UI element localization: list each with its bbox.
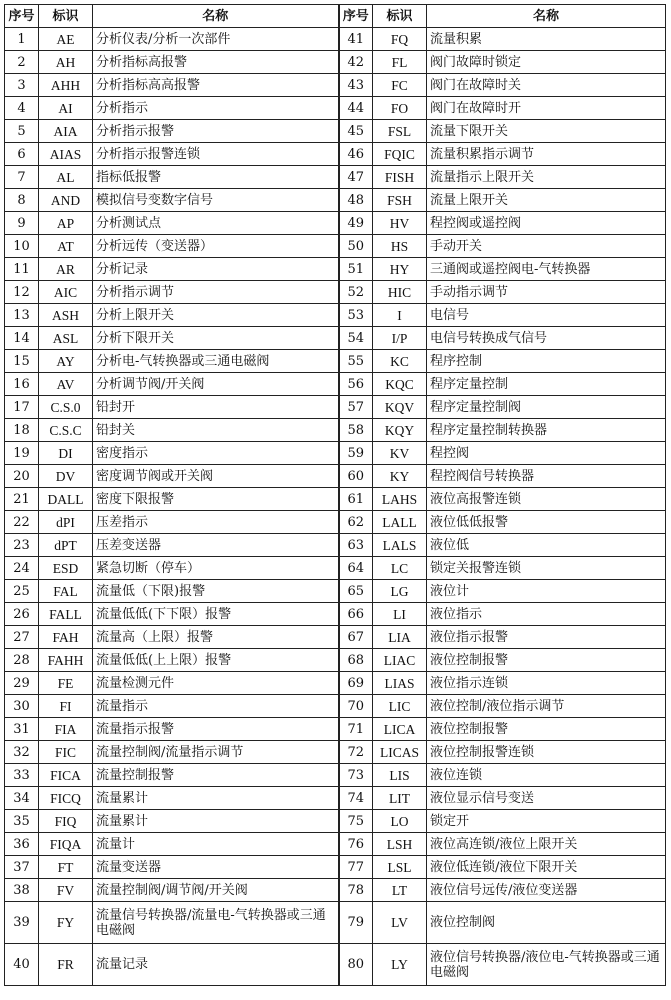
row-code-right: FSH [373,189,427,212]
row-name-right: 流量上限开关 [427,189,666,212]
table-row [5,534,666,557]
row-name-left: 流量变送器 [93,856,339,879]
row-name-left: 指标低报警 [93,166,339,189]
table-row [5,396,666,419]
table-row [5,350,666,373]
row-index-right: 61 [339,488,373,511]
row-code-right: KY [373,465,427,488]
row-index-left: 28 [5,649,39,672]
row-code-right: I [373,304,427,327]
row-name-right: 程控阀信号转换器 [427,465,666,488]
row-code-left: AP [39,212,93,235]
row-index-left: 3 [5,74,39,97]
row-code-left: DV [39,465,93,488]
row-index-left: 25 [5,580,39,603]
row-index-left: 23 [5,534,39,557]
table-row [5,741,666,764]
row-index-left: 26 [5,603,39,626]
table-row [5,488,666,511]
row-code-left: AR [39,258,93,281]
row-name-left: 分析指示报警 [93,120,339,143]
row-code-right: KC [373,350,427,373]
row-index-left: 35 [5,810,39,833]
row-code-left: AH [39,51,93,74]
row-name-left: 流量控制阀/调节阀/开关阀 [93,879,339,902]
table-row [5,28,666,51]
row-index-right: 57 [339,396,373,419]
row-name-left: 紧急切断（停车） [93,557,339,580]
row-code-right: LT [373,879,427,902]
row-name-right: 手动开关 [427,235,666,258]
row-name-right: 流量积累指示调节 [427,143,666,166]
row-code-right: KQC [373,373,427,396]
table-row [5,718,666,741]
row-code-right: LY [373,944,427,986]
row-code-left: AIAS [39,143,93,166]
row-code-right: LIAS [373,672,427,695]
row-code-left: dPT [39,534,93,557]
row-code-right: LIAC [373,649,427,672]
row-index-left: 32 [5,741,39,764]
row-code-left: FR [39,944,93,986]
row-code-right: FO [373,97,427,120]
row-name-left: 分析上限开关 [93,304,339,327]
row-code-left: AHH [39,74,93,97]
row-code-left: FICQ [39,787,93,810]
row-name-right: 液位控制报警连锁 [427,741,666,764]
row-index-right: 50 [339,235,373,258]
row-code-right: FQ [373,28,427,51]
row-name-right: 流量指示上限开关 [427,166,666,189]
row-index-left: 21 [5,488,39,511]
table-row [5,833,666,856]
row-name-right: 液位指示报警 [427,626,666,649]
row-code-left: AI [39,97,93,120]
row-index-left: 12 [5,281,39,304]
row-name-right: 流量下限开关 [427,120,666,143]
row-code-left: ASH [39,304,93,327]
table-row [5,120,666,143]
table-row [5,373,666,396]
row-name-left: 流量累计 [93,787,339,810]
row-code-right: I/P [373,327,427,350]
table-row [5,212,666,235]
row-index-left: 9 [5,212,39,235]
row-code-left: FIC [39,741,93,764]
row-index-left: 7 [5,166,39,189]
row-index-right: 71 [339,718,373,741]
table-row [5,649,666,672]
row-index-left: 29 [5,672,39,695]
row-name-left: 分析记录 [93,258,339,281]
row-index-right: 62 [339,511,373,534]
table-row [5,189,666,212]
row-index-right: 63 [339,534,373,557]
row-name-left: 流量信号转换器/流量电-气转换器或三通电磁阀 [93,902,339,944]
header-index-right: 序号 [339,5,373,28]
row-code-left: AV [39,373,93,396]
row-name-right: 三通阀或遥控阀电-气转换器 [427,258,666,281]
header-code-left: 标识 [39,5,93,28]
row-code-right: LSH [373,833,427,856]
row-name-left: 压差指示 [93,511,339,534]
row-name-left: 分析电-气转换器或三通电磁阀 [93,350,339,373]
instrument-symbol-table [4,4,666,986]
row-index-left: 37 [5,856,39,879]
row-code-left: FIQ [39,810,93,833]
row-code-left: AY [39,350,93,373]
table-body [5,28,666,986]
table-row [5,465,666,488]
row-code-left: FAL [39,580,93,603]
row-index-right: 77 [339,856,373,879]
row-index-left: 13 [5,304,39,327]
row-name-left: 分析指示调节 [93,281,339,304]
row-index-right: 54 [339,327,373,350]
row-name-left: 分析下限开关 [93,327,339,350]
table-row [5,764,666,787]
row-name-right: 手动指示调节 [427,281,666,304]
row-index-right: 74 [339,787,373,810]
row-code-right: LO [373,810,427,833]
table-row [5,74,666,97]
table-row [5,166,666,189]
row-name-right: 液位控制报警 [427,718,666,741]
row-index-right: 70 [339,695,373,718]
row-index-right: 48 [339,189,373,212]
row-name-left: 分析指示报警连锁 [93,143,339,166]
row-index-right: 79 [339,902,373,944]
row-index-left: 38 [5,879,39,902]
row-code-left: FV [39,879,93,902]
table-row [5,419,666,442]
row-code-left: DI [39,442,93,465]
row-name-right: 液位计 [427,580,666,603]
row-index-right: 64 [339,557,373,580]
row-index-right: 73 [339,764,373,787]
row-name-left: 流量检测元件 [93,672,339,695]
row-index-right: 41 [339,28,373,51]
row-name-right: 液位信号转换器/液位电-气转换器或三通电磁阀 [427,944,666,986]
row-code-left: C.S.C [39,419,93,442]
row-code-right: LALL [373,511,427,534]
row-code-left: FY [39,902,93,944]
row-index-right: 68 [339,649,373,672]
row-index-left: 6 [5,143,39,166]
table-row [5,672,666,695]
row-code-left: FALL [39,603,93,626]
row-code-left: FE [39,672,93,695]
row-code-right: LV [373,902,427,944]
row-name-left: 分析指标高高报警 [93,74,339,97]
row-code-right: LICA [373,718,427,741]
table-row [5,695,666,718]
row-name-left: 分析指示 [93,97,339,120]
row-index-right: 59 [339,442,373,465]
row-code-left: AL [39,166,93,189]
row-name-right: 液位指示连锁 [427,672,666,695]
row-index-right: 52 [339,281,373,304]
table-row [5,787,666,810]
header-name-right: 名称 [427,5,666,28]
row-index-right: 43 [339,74,373,97]
row-index-left: 15 [5,350,39,373]
row-index-left: 31 [5,718,39,741]
row-index-left: 11 [5,258,39,281]
table-row [5,580,666,603]
row-code-right: LC [373,557,427,580]
row-index-right: 72 [339,741,373,764]
row-code-right: HV [373,212,427,235]
row-code-left: FAHH [39,649,93,672]
row-name-right: 液位高报警连锁 [427,488,666,511]
row-code-right: HIC [373,281,427,304]
row-code-right: LALS [373,534,427,557]
table-row [5,258,666,281]
row-code-left: FAH [39,626,93,649]
row-index-left: 30 [5,695,39,718]
row-index-right: 69 [339,672,373,695]
row-name-left: 流量低（下限)报警 [93,580,339,603]
row-name-left: 流量高（上限）报警 [93,626,339,649]
row-name-right: 液位指示 [427,603,666,626]
row-code-left: dPI [39,511,93,534]
row-name-right: 程控阀 [427,442,666,465]
row-name-left: 密度指示 [93,442,339,465]
row-index-left: 17 [5,396,39,419]
row-index-left: 27 [5,626,39,649]
row-index-right: 76 [339,833,373,856]
row-code-right: FL [373,51,427,74]
row-name-left: 分析调节阀/开关阀 [93,373,339,396]
row-name-right: 阀门在故障时关 [427,74,666,97]
row-code-right: LIC [373,695,427,718]
row-code-left: AIA [39,120,93,143]
row-name-left: 铅封关 [93,419,339,442]
row-index-right: 67 [339,626,373,649]
row-code-left: ASL [39,327,93,350]
row-index-right: 78 [339,879,373,902]
row-name-left: 密度下限报警 [93,488,339,511]
header-index-left: 序号 [5,5,39,28]
row-code-left: FT [39,856,93,879]
table-row [5,944,666,986]
row-index-right: 42 [339,51,373,74]
row-index-left: 39 [5,902,39,944]
table-row [5,97,666,120]
row-code-left: ESD [39,557,93,580]
row-index-right: 55 [339,350,373,373]
row-code-right: KQV [373,396,427,419]
row-index-left: 24 [5,557,39,580]
row-name-left: 铅封开 [93,396,339,419]
row-name-left: 压差变送器 [93,534,339,557]
row-code-left: C.S.0 [39,396,93,419]
row-name-right: 液位低低报警 [427,511,666,534]
row-index-left: 19 [5,442,39,465]
row-name-right: 程序控制 [427,350,666,373]
row-name-right: 程控阀或遥控阀 [427,212,666,235]
row-code-left: FIA [39,718,93,741]
table-row [5,281,666,304]
row-code-right: LIT [373,787,427,810]
row-name-right: 液位连锁 [427,764,666,787]
row-code-left: AIC [39,281,93,304]
row-code-right: KQY [373,419,427,442]
row-index-right: 65 [339,580,373,603]
row-code-right: LAHS [373,488,427,511]
row-name-right: 流量积累 [427,28,666,51]
table-row [5,442,666,465]
row-name-left: 流量控制阀/流量指示调节 [93,741,339,764]
row-name-left: 流量控制报警 [93,764,339,787]
row-name-left: 分析远传（变送器） [93,235,339,258]
row-name-left: 模拟信号变数字信号 [93,189,339,212]
row-code-left: AND [39,189,93,212]
row-code-left: FI [39,695,93,718]
row-index-left: 14 [5,327,39,350]
row-name-right: 液位信号远传/液位变送器 [427,879,666,902]
row-code-right: LIS [373,764,427,787]
row-index-right: 66 [339,603,373,626]
row-code-left: AE [39,28,93,51]
row-index-right: 51 [339,258,373,281]
row-name-right: 液位显示信号变送 [427,787,666,810]
row-index-right: 53 [339,304,373,327]
row-code-right: KV [373,442,427,465]
row-name-left: 流量计 [93,833,339,856]
row-name-left: 流量指示报警 [93,718,339,741]
row-code-right: LICAS [373,741,427,764]
row-code-right: LIA [373,626,427,649]
row-index-left: 16 [5,373,39,396]
row-index-right: 56 [339,373,373,396]
row-code-left: FICA [39,764,93,787]
row-name-right: 电信号转换成气信号 [427,327,666,350]
table-row [5,856,666,879]
row-name-right: 锁定关报警连锁 [427,557,666,580]
table-row [5,902,666,944]
row-name-right: 锁定开 [427,810,666,833]
row-index-right: 49 [339,212,373,235]
row-name-left: 分析测试点 [93,212,339,235]
table-row [5,603,666,626]
table-row [5,626,666,649]
row-code-right: LSL [373,856,427,879]
row-index-right: 44 [339,97,373,120]
row-index-right: 46 [339,143,373,166]
table-row [5,511,666,534]
row-name-left: 流量累计 [93,810,339,833]
table-row [5,327,666,350]
row-index-left: 33 [5,764,39,787]
row-index-right: 80 [339,944,373,986]
row-name-left: 流量低低(下下限）报警 [93,603,339,626]
row-name-right: 液位高连锁/液位上限开关 [427,833,666,856]
row-name-right: 程序定量控制阀 [427,396,666,419]
row-index-left: 1 [5,28,39,51]
row-code-right: HY [373,258,427,281]
row-name-left: 流量低低(上上限）报警 [93,649,339,672]
row-index-left: 18 [5,419,39,442]
header-name-left: 名称 [93,5,339,28]
row-name-right: 程序定量控制 [427,373,666,396]
row-code-right: FC [373,74,427,97]
header-code-right: 标识 [373,5,427,28]
header-row [5,5,666,28]
row-name-right: 液位控制/液位指示调节 [427,695,666,718]
row-name-left: 流量记录 [93,944,339,986]
row-name-right: 阀门故障时锁定 [427,51,666,74]
table-row [5,304,666,327]
row-index-right: 75 [339,810,373,833]
row-code-left: FIQA [39,833,93,856]
table-row [5,143,666,166]
row-name-right: 程序定量控制转换器 [427,419,666,442]
row-code-right: FSL [373,120,427,143]
row-index-left: 10 [5,235,39,258]
row-code-left: AT [39,235,93,258]
row-index-left: 20 [5,465,39,488]
row-name-right: 液位控制报警 [427,649,666,672]
row-index-left: 2 [5,51,39,74]
table-row [5,810,666,833]
row-code-right: FISH [373,166,427,189]
row-index-left: 5 [5,120,39,143]
row-name-left: 分析指标高报警 [93,51,339,74]
table-row [5,879,666,902]
row-index-right: 47 [339,166,373,189]
row-code-right: FQIC [373,143,427,166]
row-name-right: 电信号 [427,304,666,327]
row-index-left: 4 [5,97,39,120]
row-index-left: 22 [5,511,39,534]
row-index-left: 40 [5,944,39,986]
row-name-right: 液位低 [427,534,666,557]
row-code-left: DALL [39,488,93,511]
row-name-left: 密度调节阀或开关阀 [93,465,339,488]
table-row [5,235,666,258]
row-index-left: 8 [5,189,39,212]
row-index-right: 45 [339,120,373,143]
row-code-right: HS [373,235,427,258]
row-name-right: 液位控制阀 [427,902,666,944]
table-row [5,557,666,580]
row-index-right: 58 [339,419,373,442]
row-code-right: LG [373,580,427,603]
symbol-table-container [4,4,666,986]
row-code-right: LI [373,603,427,626]
row-index-left: 36 [5,833,39,856]
row-name-right: 液位低连锁/液位下限开关 [427,856,666,879]
row-name-left: 分析仪表/分析一次部件 [93,28,339,51]
row-name-left: 流量指示 [93,695,339,718]
row-index-left: 34 [5,787,39,810]
table-row [5,51,666,74]
row-index-right: 60 [339,465,373,488]
row-name-right: 阀门在故障时开 [427,97,666,120]
